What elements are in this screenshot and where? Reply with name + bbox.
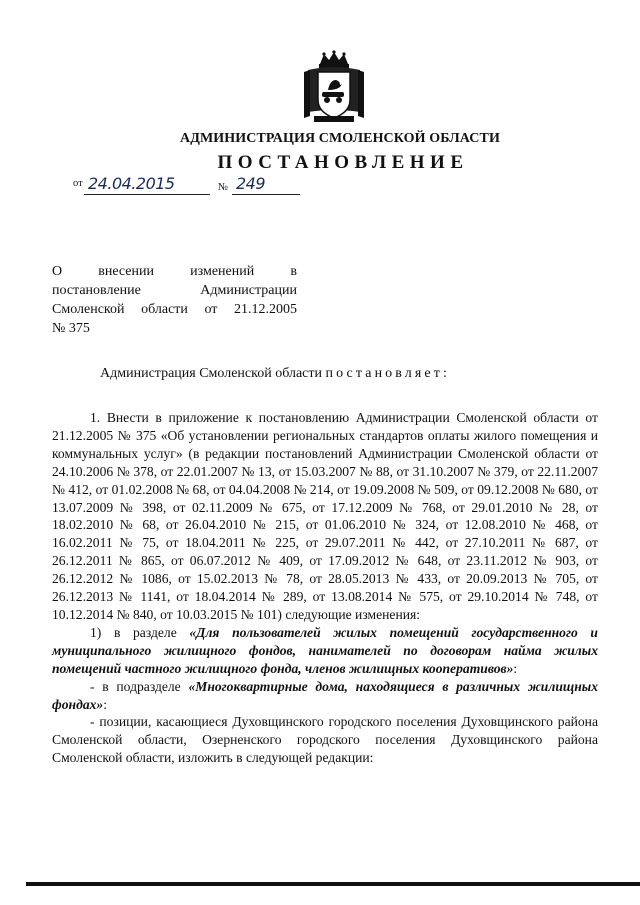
number-label: № <box>218 182 229 193</box>
paragraph-item-1: 1. Внести в приложение к постановлению Администрации Смоленской области от 21.12.2005 № 375 «Об установлении региональных стандартов оплаты жилого помещения и коммунальных услуг» (в редакции постановлений Администрации Смоленской области от 24.10.2006 № 378, от 22.01.2007 № 13, от 15.03.2007 № 88, от 31.10.2007 № 379, от 22.11.2007 № 412, от 01.02.2008 № 68, от 04.04.2008 № 214, от 19.09.2008 № 509, от 09.12.2008 № 680, от 13.07.2009 № 398, от 02.11.2009 № 675, от 17.12.2009 № 768, от 29.01.2010 № 28, от 18.02.2010 № 68, от 26.04.2010 № 215, от 01.06.2010 № 324, от 12.08.2010 № 468, от 16.02.2011 № 75, от 18.04.2011 № 225, от 29.07.2011 № 442, от 27.10.2011 № 687, от 26.12.2011 № 865, от 06.07.2012 № 409, от 17.09.2012 № 648, от 23.11.2012 № 903, от 26.12.2012 № 1086, от 15.02.2013 № 78, от 28.05.2013 № 433, от 20.09.2013 № 705, от 26.12.2013 № 1141, от 18.04.2014 № 289, от 13.08.2014 № 575, от 29.10.2014 № 748, от 10.12.2014 № 840, от 10.03.2015 № 101) следующие изменения: <box>52 410 598 622</box>
intro-resolves: постановляет: <box>325 366 450 381</box>
paragraph-subitem-3: - позиции, касающиеся Духовщинского городского поселения Духовщинского района Смоленской области, Озерненского городского поселения Духовщинского района Смоленской области, изложить в следующей редакции: <box>52 714 598 766</box>
handwritten-date: 24.04.2015 <box>88 174 175 193</box>
document-subject <box>52 262 297 338</box>
document-body <box>52 409 598 767</box>
intro-text: Администрация Смоленской области <box>100 366 326 381</box>
subject-line: О внесении изменений в <box>52 264 297 279</box>
subject-line: постановление Администрации <box>52 283 297 298</box>
handwritten-number: 249 <box>236 174 266 193</box>
section-title: «Для пользователей жилых помещений государственного и муниципального жилищного фондов, нанимателей по договорам найма жилых помещений частного жилищного фонда, членов жилищных кооперативов» <box>52 624 598 676</box>
subject-line: Смоленской области от 21.12.2005 <box>52 302 297 317</box>
number-field <box>232 174 300 195</box>
subject-line: № 375 <box>52 321 90 336</box>
document-type-title: ПОСТАНОВЛЕНИЕ <box>217 152 469 173</box>
date-label: от <box>73 178 83 189</box>
bottom-rule <box>26 882 640 886</box>
resolution-intro <box>100 366 450 382</box>
paragraph-subitem-2: - в подразделе «Многоквартирные дома, находящиеся в различных жилищных фондах»: <box>52 678 599 712</box>
subsection-title: «Многоквартирные дома, находящиеся в различных жилищных фондах» <box>52 678 599 712</box>
paragraph-subitem-1: 1) в разделе «Для пользователей жилых помещений государственного и муниципального жилищного фондов, нанимателей по договорам найма жилых помещений частного жилищного фонда, членов жилищных кооперативов»: <box>52 624 598 676</box>
smolensk-coat-of-arms-icon <box>302 50 366 126</box>
date-field <box>84 174 210 195</box>
organization-name: АДМИНИСТРАЦИЯ СМОЛЕНСКОЙ ОБЛАСТИ <box>180 131 500 146</box>
coat-of-arms-emblem <box>302 50 366 126</box>
